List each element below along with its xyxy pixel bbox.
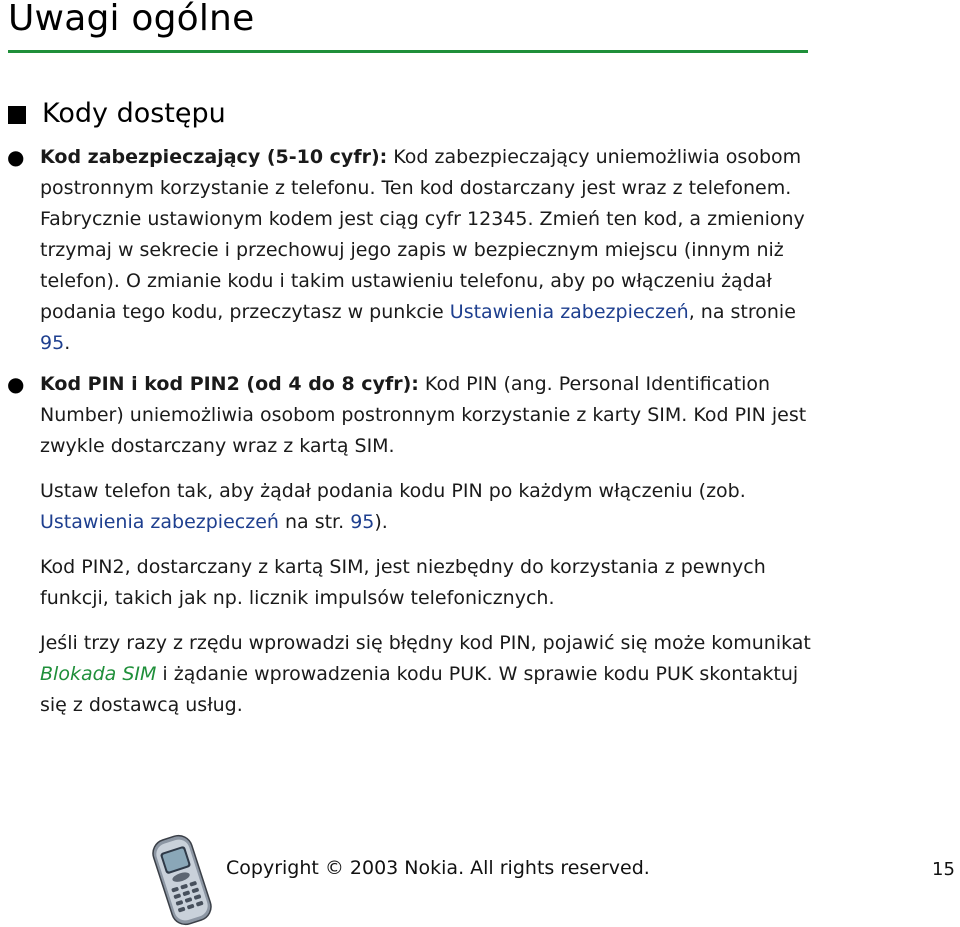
paragraph-puk (40, 628, 830, 721)
message-sim-blocked: Blokada SIM (40, 663, 157, 685)
security-code-text: Kod zabezpieczający uniemożliwia osobom postronnym korzystanie z telefonu. Ten kod dostarczany jest wraz z telefonem. Fabrycznie ustawionym kodem jest ciąg cyfr 12345. Zmień ten kod, a zmieniony trzymaj w sekrecie i przechowuj jego zapis w bezpiecznym miejscu (innym niż telefon). O zmianie kodu i takim ustawieniu telefonu, aby po włączeniu żądał podania tego kodu, przeczytasz w punkcie (40, 146, 805, 323)
pin-settings-text: Ustaw telefon tak, aby żądał podania kodu PIN po każdym włączeniu (zob. (40, 480, 746, 502)
nokia-phone-icon (144, 832, 220, 927)
section-title: Kody dostępu (42, 98, 226, 129)
section-square-icon (8, 106, 26, 124)
list-item-security-code (7, 142, 830, 359)
page-number: 15 (932, 859, 955, 880)
link-page-95-2[interactable]: 95 (350, 511, 375, 533)
puk-text-2: i żądanie wprowadzenia kodu PUK. W sprawie kodu PUK skontaktuj się z dostawcą usług. (40, 663, 799, 716)
paragraph-pin2: Kod PIN2, dostarczany z kartą SIM, jest niezbędny do korzystania z pewnych funkcji, takich jak np. licznik impulsów telefonicznych. (40, 556, 766, 609)
section-content (7, 142, 830, 721)
pin-settings-text-2: na str. (278, 511, 351, 533)
title-divider (8, 50, 808, 53)
pin-settings-text-3: ). (374, 511, 388, 533)
term-security-code: Kod zabezpieczający (5-10 cyfr): (40, 146, 388, 168)
list-item-pin-code (7, 369, 830, 462)
link-security-settings-2[interactable]: Ustawienia zabezpieczeń (40, 511, 279, 533)
paragraph-pin-settings (40, 476, 830, 538)
link-security-settings[interactable]: Ustawienia zabezpieczeń (449, 301, 689, 323)
pin-code-text: Kod PIN (ang. Personal Identification Number) uniemożliwia osobom postronnym korzystanie z karty SIM. Kod PIN jest zwykle dostarczany wraz z kartą SIM. (40, 373, 807, 457)
copyright-text: Copyright © 2003 Nokia. All rights reserved. (226, 857, 650, 879)
section-heading (8, 98, 226, 129)
page-title: Uwagi ogólne (8, 0, 255, 39)
term-pin-code: Kod PIN i kod PIN2 (od 4 do 8 cyfr): (40, 373, 419, 395)
puk-text: Jeśli trzy razy z rzędu wprowadzi się błędny kod PIN, pojawić się może komunikat (40, 632, 811, 654)
bullet-icon: ● (7, 372, 25, 396)
bullet-icon: ● (7, 145, 25, 169)
link-page-95[interactable]: 95 (40, 332, 65, 354)
security-code-text-2: , na stronie (688, 301, 796, 323)
security-code-text-3: . (64, 332, 71, 354)
